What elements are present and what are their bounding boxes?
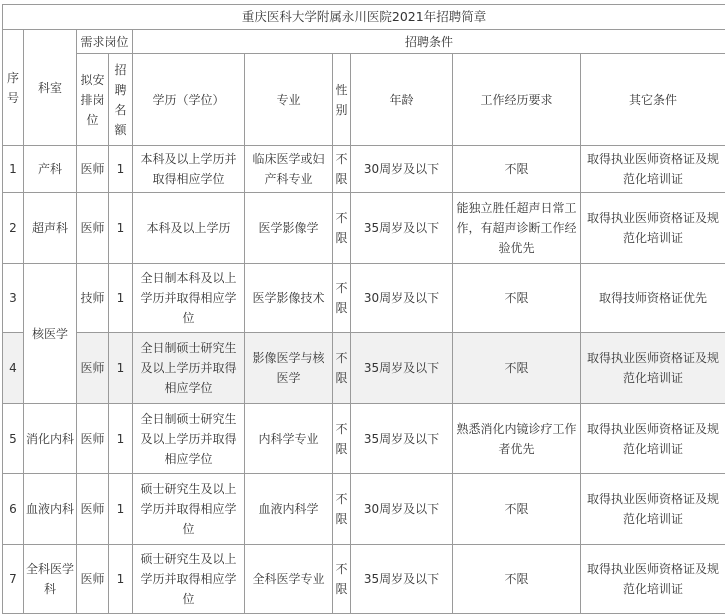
table-row	[3, 333, 725, 404]
cell-major: 全科医学专业	[245, 545, 333, 614]
cell-dept: 血液内科	[24, 474, 77, 545]
cell-seq: 1	[3, 146, 24, 193]
cell-age: 35周岁及以下	[351, 193, 453, 264]
cell-count: 1	[109, 333, 133, 404]
recruitment-table	[2, 4, 725, 614]
header-education: 学历（学位）	[133, 54, 245, 146]
cell-count: 1	[109, 264, 133, 333]
cell-seq: 6	[3, 474, 24, 545]
cell-education: 全日制本科及以上学历并取得相应学位	[133, 264, 245, 333]
table-row	[3, 545, 725, 614]
cell-education: 本科及以上学历并取得相应学位	[133, 146, 245, 193]
cell-gender: 不限	[333, 404, 351, 474]
cell-education: 全日制硕士研究生及以上学历并取得相应学位	[133, 404, 245, 474]
cell-gender: 不限	[333, 264, 351, 333]
cell-dept: 消化内科	[24, 404, 77, 474]
cell-age: 30周岁及以下	[351, 146, 453, 193]
cell-post: 医师	[77, 193, 109, 264]
cell-other: 取得执业医师资格证及规范化培训证	[581, 545, 725, 614]
group-positions: 需求岗位	[77, 30, 133, 54]
cell-experience: 熟悉消化内镜诊疗工作者优先	[453, 404, 581, 474]
cell-post: 技师	[77, 264, 109, 333]
cell-other: 取得技师资格证优先	[581, 264, 725, 333]
table-row	[3, 264, 725, 333]
cell-gender: 不限	[333, 193, 351, 264]
cell-gender: 不限	[333, 146, 351, 193]
cell-experience: 不限	[453, 474, 581, 545]
cell-experience: 不限	[453, 264, 581, 333]
cell-seq: 7	[3, 545, 24, 614]
cell-other: 取得执业医师资格证及规范化培训证	[581, 474, 725, 545]
table-row	[3, 146, 725, 193]
cell-dept: 产科	[24, 146, 77, 193]
header-post: 拟安排岗位	[77, 54, 109, 146]
header-experience: 工作经历要求	[453, 54, 581, 146]
cell-post: 医师	[77, 146, 109, 193]
cell-other: 取得执业医师资格证及规范化培训证	[581, 333, 725, 404]
cell-age: 30周岁及以下	[351, 474, 453, 545]
cell-gender: 不限	[333, 474, 351, 545]
cell-post: 医师	[77, 474, 109, 545]
cell-experience: 不限	[453, 545, 581, 614]
cell-experience: 不限	[453, 146, 581, 193]
cell-age: 35周岁及以下	[351, 404, 453, 474]
cell-post: 医师	[77, 333, 109, 404]
cell-count: 1	[109, 404, 133, 474]
table-row	[3, 474, 725, 545]
cell-seq: 5	[3, 404, 24, 474]
cell-other: 取得执业医师资格证及规范化培训证	[581, 193, 725, 264]
cell-age: 30周岁及以下	[351, 264, 453, 333]
header-age: 年龄	[351, 54, 453, 146]
cell-major: 临床医学或妇产科专业	[245, 146, 333, 193]
cell-education: 本科及以上学历	[133, 193, 245, 264]
cell-gender: 不限	[333, 333, 351, 404]
header-seq: 序号	[3, 30, 24, 146]
cell-count: 1	[109, 193, 133, 264]
cell-education: 硕士研究生及以上学历并取得相应学位	[133, 545, 245, 614]
table-row	[3, 193, 725, 264]
cell-age: 35周岁及以下	[351, 333, 453, 404]
cell-education: 硕士研究生及以上学历并取得相应学位	[133, 474, 245, 545]
cell-count: 1	[109, 545, 133, 614]
group-requirements: 招聘条件	[133, 30, 725, 54]
header-other: 其它条件	[581, 54, 725, 146]
cell-seq: 3	[3, 264, 24, 333]
cell-major: 医学影像学	[245, 193, 333, 264]
cell-age: 35周岁及以下	[351, 545, 453, 614]
cell-seq: 4	[3, 333, 24, 404]
cell-experience: 不限	[453, 333, 581, 404]
cell-other: 取得执业医师资格证及规范化培训证	[581, 146, 725, 193]
cell-post: 医师	[77, 545, 109, 614]
table-title: 重庆医科大学附属永川医院2021年招聘简章	[3, 5, 725, 30]
cell-other: 取得执业医师资格证及规范化培训证	[581, 404, 725, 474]
cell-education: 全日制硕士研究生及以上学历并取得相应学位	[133, 333, 245, 404]
cell-count: 1	[109, 474, 133, 545]
cell-major: 医学影像技术	[245, 264, 333, 333]
cell-experience: 能独立胜任超声日常工作，有超声诊断工作经验优先	[453, 193, 581, 264]
header-major: 专业	[245, 54, 333, 146]
cell-dept: 核医学	[24, 264, 77, 404]
cell-count: 1	[109, 146, 133, 193]
table-row	[3, 404, 725, 474]
header-dept: 科室	[24, 30, 77, 146]
cell-major: 血液内科学	[245, 474, 333, 545]
cell-dept: 全科医学科	[24, 545, 77, 614]
cell-seq: 2	[3, 193, 24, 264]
cell-major: 影像医学与核医学	[245, 333, 333, 404]
cell-dept: 超声科	[24, 193, 77, 264]
cell-post: 医师	[77, 404, 109, 474]
header-gender: 性别	[333, 54, 351, 146]
cell-gender: 不限	[333, 545, 351, 614]
header-count: 招聘名额	[109, 54, 133, 146]
cell-major: 内科学专业	[245, 404, 333, 474]
